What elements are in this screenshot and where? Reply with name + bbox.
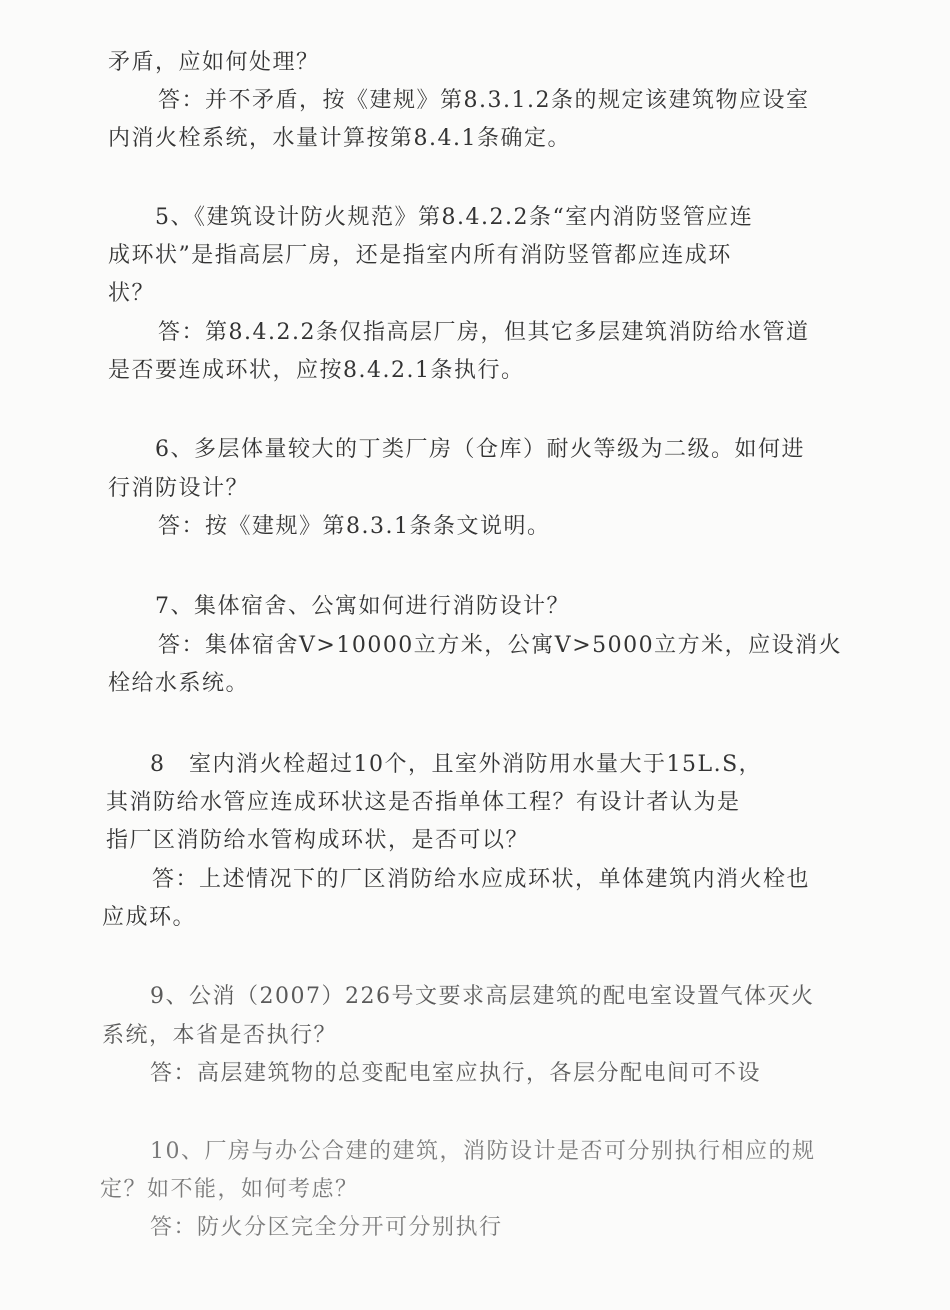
answer-line: 答：集体宿舍V>10000立方米，公寓V>5000立方米，应设消火 xyxy=(158,633,843,658)
text-line: 矛盾，应如何处理？ xyxy=(108,50,320,75)
text-line: 行消防设计？ xyxy=(108,476,250,501)
answer-line: 答：并不矛盾，按《建规》第8.3.1.2条的规定该建筑物应设室 xyxy=(158,88,810,113)
question-line: 5、《建筑设计防火规范》第8.4.2.2条“室内消防竖管应连 xyxy=(155,205,754,230)
question-line: 8 室内消火栓超过10个，且室外消防用水量大于15L.S， xyxy=(150,752,763,777)
text-line: 应成环。 xyxy=(102,905,197,930)
question-line: 7、集体宿舍、公寓如何进行消防设计？ xyxy=(155,594,570,619)
text-line: 是否要连成环状，应按8.4.2.1条执行。 xyxy=(108,358,525,383)
text-line: 状？ xyxy=(108,281,156,306)
answer-line: 答：防火分区完全分开可分别执行 xyxy=(150,1215,503,1240)
answer-line: 答：上述情况下的厂区消防给水应成环状，单体建筑内消火栓也 xyxy=(152,867,811,892)
answer-line: 答：按《建规》第8.3.1条条文说明。 xyxy=(158,514,551,539)
question-line: 10、厂房与办公合建的建筑，消防设计是否可分别执行相应的规 xyxy=(150,1139,816,1164)
answer-line: 答：第8.4.2.2条仅指高层厂房，但其它多层建筑消防给水管道 xyxy=(158,320,810,345)
text-line: 系统，本省是否执行？ xyxy=(102,1023,338,1048)
text-line: 其消防给水管应连成环状这是否指单体工程？有设计者认为是 xyxy=(106,790,741,815)
text-line: 成环状”是指高层厂房，还是指室内所有消防竖管都应连成环 xyxy=(108,243,732,268)
answer-line: 答：高层建筑物的总变配电室应执行，各层分配电间可不设 xyxy=(150,1061,762,1086)
question-line: 9、公消（2007）226号文要求高层建筑的配电室设置气体灭火 xyxy=(150,984,815,1009)
text-line: 定？如不能，如何考虑？ xyxy=(100,1177,359,1202)
text-line: 内消火栓系统，水量计算按第8.4.1条确定。 xyxy=(108,126,571,151)
question-line: 6、多层体量较大的丁类厂房（仓库）耐火等级为二级。如何进 xyxy=(155,437,805,462)
text-line: 栓给水系统。 xyxy=(108,671,250,696)
text-line: 指厂区消防给水管构成环状，是否可以？ xyxy=(106,828,530,853)
